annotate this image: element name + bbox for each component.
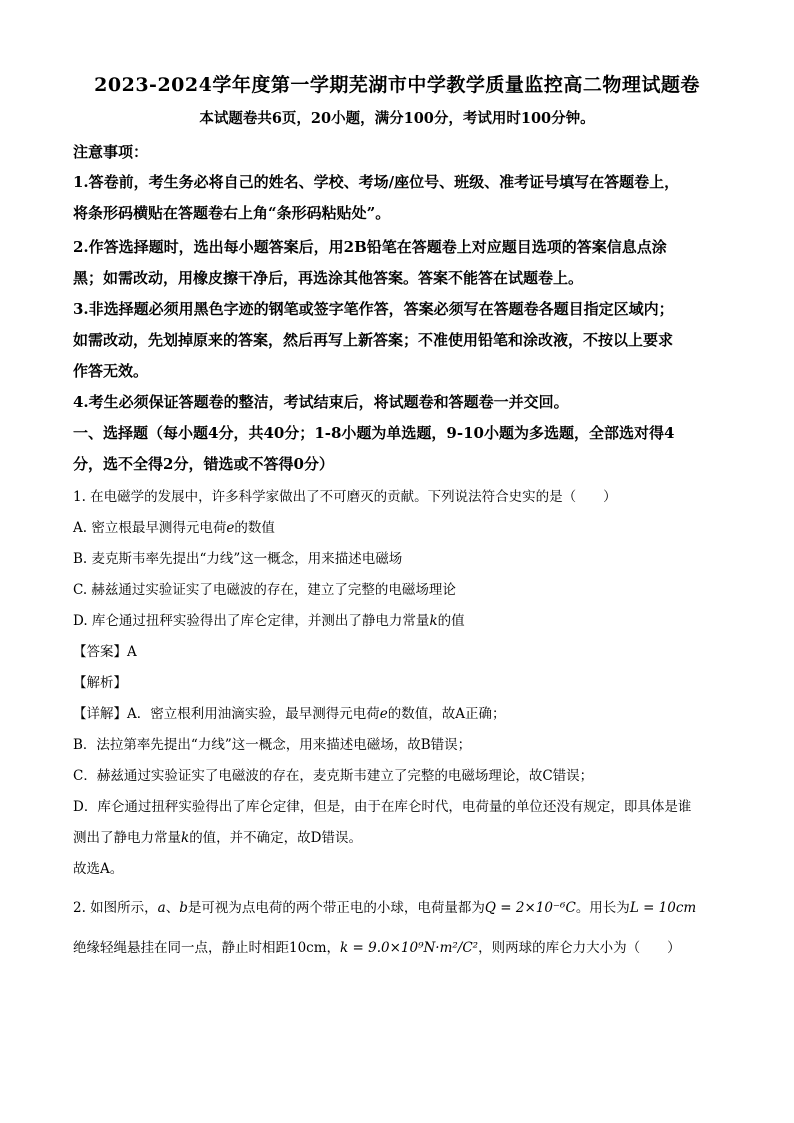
- note-3-line-1: 3.非选择题必须用黑色字迹的钢笔或签字笔作答，答案必须写在答题卷各题目指定区域内；: [73, 300, 674, 318]
- q2-stem-line-2: 绝缘轻绳悬挂在同一点，静止时相距10cm，k = 9.0×10⁹N·m²/C²，则两球的库仑力大小为（ ）: [73, 940, 681, 956]
- q1-option-c: C. 赫兹通过实验证实了电磁波的存在，建立了完整的电磁场理论: [73, 582, 456, 598]
- note-3-line-3: 作答无效。: [73, 362, 149, 380]
- q2-stem-line-1: 2. 如图所示，a、b是可视为点电荷的两个带正电的小球，电荷量都为Q = 2×10⁻⁶C。用长为L = 10cm: [73, 900, 697, 916]
- q1-stem: 1. 在电磁学的发展中，许多科学家做出了不可磨灭的贡献。下列说法符合史实的是（ ）: [73, 489, 617, 505]
- q1-detail-a: 【详解】A．密立根利用油滴实验，最早测得元电荷e的数值，故A正确；: [73, 706, 506, 722]
- q1-detail-c: C．赫兹通过实验证实了电磁波的存在，麦克斯韦建立了完整的电磁场理论，故C错误；: [73, 768, 594, 784]
- q1-option-b: B. 麦克斯韦率先提出“力线”这一概念，用来描述电磁场: [73, 551, 403, 567]
- note-2-line-2: 黑；如需改动，用橡皮擦干净后，再选涂其他答案。答案不能答在试题卷上。: [73, 269, 584, 287]
- q1-conclusion: 故选A。: [73, 861, 124, 877]
- q2-length-formula: L = 10cm: [629, 900, 697, 916]
- note-2-line-1: 2.作答选择题时，选出每小题答案后，用2B铅笔在答题卷上对应题目选项的答案信息点涂: [73, 238, 667, 256]
- page-subtitle: 本试题卷共6页，20小题，满分100分，考试用时100分钟。: [199, 110, 595, 127]
- section-1-heading-line-1: 一、选择题（每小题4分，共40分；1-8小题为单选题，9-10小题为多选题，全部选对得4: [73, 424, 675, 442]
- q1-option-d: D. 库仑通过扭秤实验得出了库仑定律，并测出了静电力常量k的值: [73, 613, 465, 629]
- note-3-line-2: 如需改动，先划掉原来的答案，然后再写上新答案；不准使用铅笔和涂改液，不按以上要求: [73, 331, 674, 349]
- q1-analysis-label: 【解析】: [73, 675, 127, 691]
- q1-detail-d-line-2: 测出了静电力常量k的值，并不确定，故D错误。: [73, 830, 363, 846]
- note-1-line-1: 1.答卷前，考生务必将自己的姓名、学校、考场/座位号、班级、准考证号填写在答题卷上，: [73, 173, 680, 191]
- note-4: 4.考生必须保证答题卷的整洁，考试结束后，将试题卷和答题卷一并交回。: [73, 393, 569, 411]
- q1-detail-b: B．法拉第率先提出“力线”这一概念，用来描述电磁场，故B错误；: [73, 737, 472, 753]
- note-1-line-2: 将条形码横贴在答题卷右上角“条形码粘贴处”。: [73, 204, 391, 222]
- q2-charge-formula: Q = 2×10⁻⁶C: [484, 900, 576, 916]
- q1-answer: 【答案】A: [73, 644, 137, 660]
- notes-heading: 注意事项：: [73, 143, 149, 161]
- q1-detail-d-line-1: D．库仑通过扭秤实验得出了库仑定律，但是，由于在库仑时代，电荷量的单位还没有规定，即具体是谁: [73, 799, 692, 815]
- q2-k-formula: k = 9.0×10⁹N·m²/C²: [340, 940, 479, 956]
- q1-option-a: A. 密立根最早测得元电荷e的数值: [73, 520, 275, 536]
- page-title: 2023-2024学年度第一学期芜湖市中学教学质量监控高二物理试题卷: [94, 74, 700, 96]
- section-1-heading-line-2: 分，选不全得2分，错选或不答得0分）: [73, 455, 334, 473]
